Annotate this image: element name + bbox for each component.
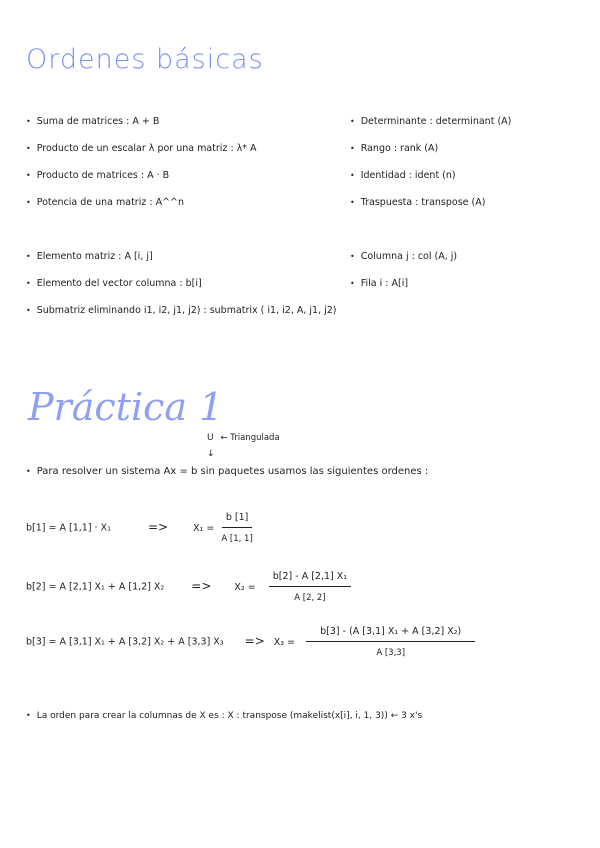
list-item: • Suma de matrices : A + B (26, 116, 159, 127)
numerator: b[3] - (A [3,1] X₁ + A [3,2] X₂) (306, 626, 475, 642)
footer-text: • La orden para crear la columnas de X es : X : transpose (makelist(x[i], i, 1, 3)) ← 3 x's (26, 711, 422, 721)
equation-1 (26, 512, 253, 544)
list-item: • Fila i : A[i] (350, 278, 408, 289)
denominator: A [2, 2] (294, 593, 326, 603)
list-item: • Determinante : determinant (A) (350, 116, 511, 127)
equation-var: X₁ = (193, 522, 215, 534)
list-item: • Rango : rank (A) (350, 143, 438, 154)
list-item: • Identidad : ident (n) (350, 170, 456, 181)
equation-lhs: b[3] = A [3,1] X₁ + A [3,2] X₂ + A [3,3] X₃ (26, 636, 224, 648)
section-title-ordenes-basicas: Ordenes básicas (26, 44, 264, 75)
implies-arrow: => (191, 578, 212, 593)
intro-text: • Para resolver un sistema Ax = b sin paquetes usamos las siguientes ordenes : (26, 466, 428, 477)
equation-var: X₃ = (273, 636, 296, 648)
numerator: b [1] (222, 512, 253, 528)
section-title-practica-1: Práctica 1 (28, 385, 224, 429)
list-item: • Traspuesta : transpose (A) (350, 197, 485, 208)
list-item: • Elemento matriz : A [i, j] (26, 251, 153, 262)
triangulada-label: ← Triangulada (220, 433, 280, 443)
fraction (306, 626, 475, 658)
u-label: U (207, 433, 214, 443)
down-arrow-icon: ↓ (207, 449, 215, 459)
list-item: • Columna j : col (A, j) (350, 251, 457, 262)
denominator: A [3,3] (376, 648, 406, 658)
list-item: • Producto de un escalar λ por una matriz : λ* A (26, 143, 257, 154)
equation-lhs: b[2] = A [2,1] X₁ + A [1,2] X₂ (26, 581, 165, 593)
list-item: • Potencia de una matriz : A^^n (26, 197, 184, 208)
list-item: • Elemento del vector columna : b[i] (26, 278, 202, 289)
equation-var: X₂ = (234, 581, 256, 593)
implies-arrow: => (147, 519, 169, 534)
equation-lhs: b[1] = A [1,1] · X₁ (26, 522, 111, 534)
fraction (221, 512, 252, 544)
annotation-u (207, 433, 280, 443)
list-item: • Submatriz eliminando i1, i2, j1, j2) : submatrix ( i1, i2, A, j1, j2) (26, 305, 337, 316)
denominator: A [1, 1] (221, 534, 253, 544)
equation-3 (26, 626, 475, 658)
numerator: b[2] - A [2,1] X₁ (269, 571, 351, 587)
list-item: • Producto de matrices : A · B (26, 170, 169, 181)
implies-arrow: => (244, 633, 265, 648)
equation-2 (26, 571, 351, 603)
fraction (269, 571, 351, 603)
